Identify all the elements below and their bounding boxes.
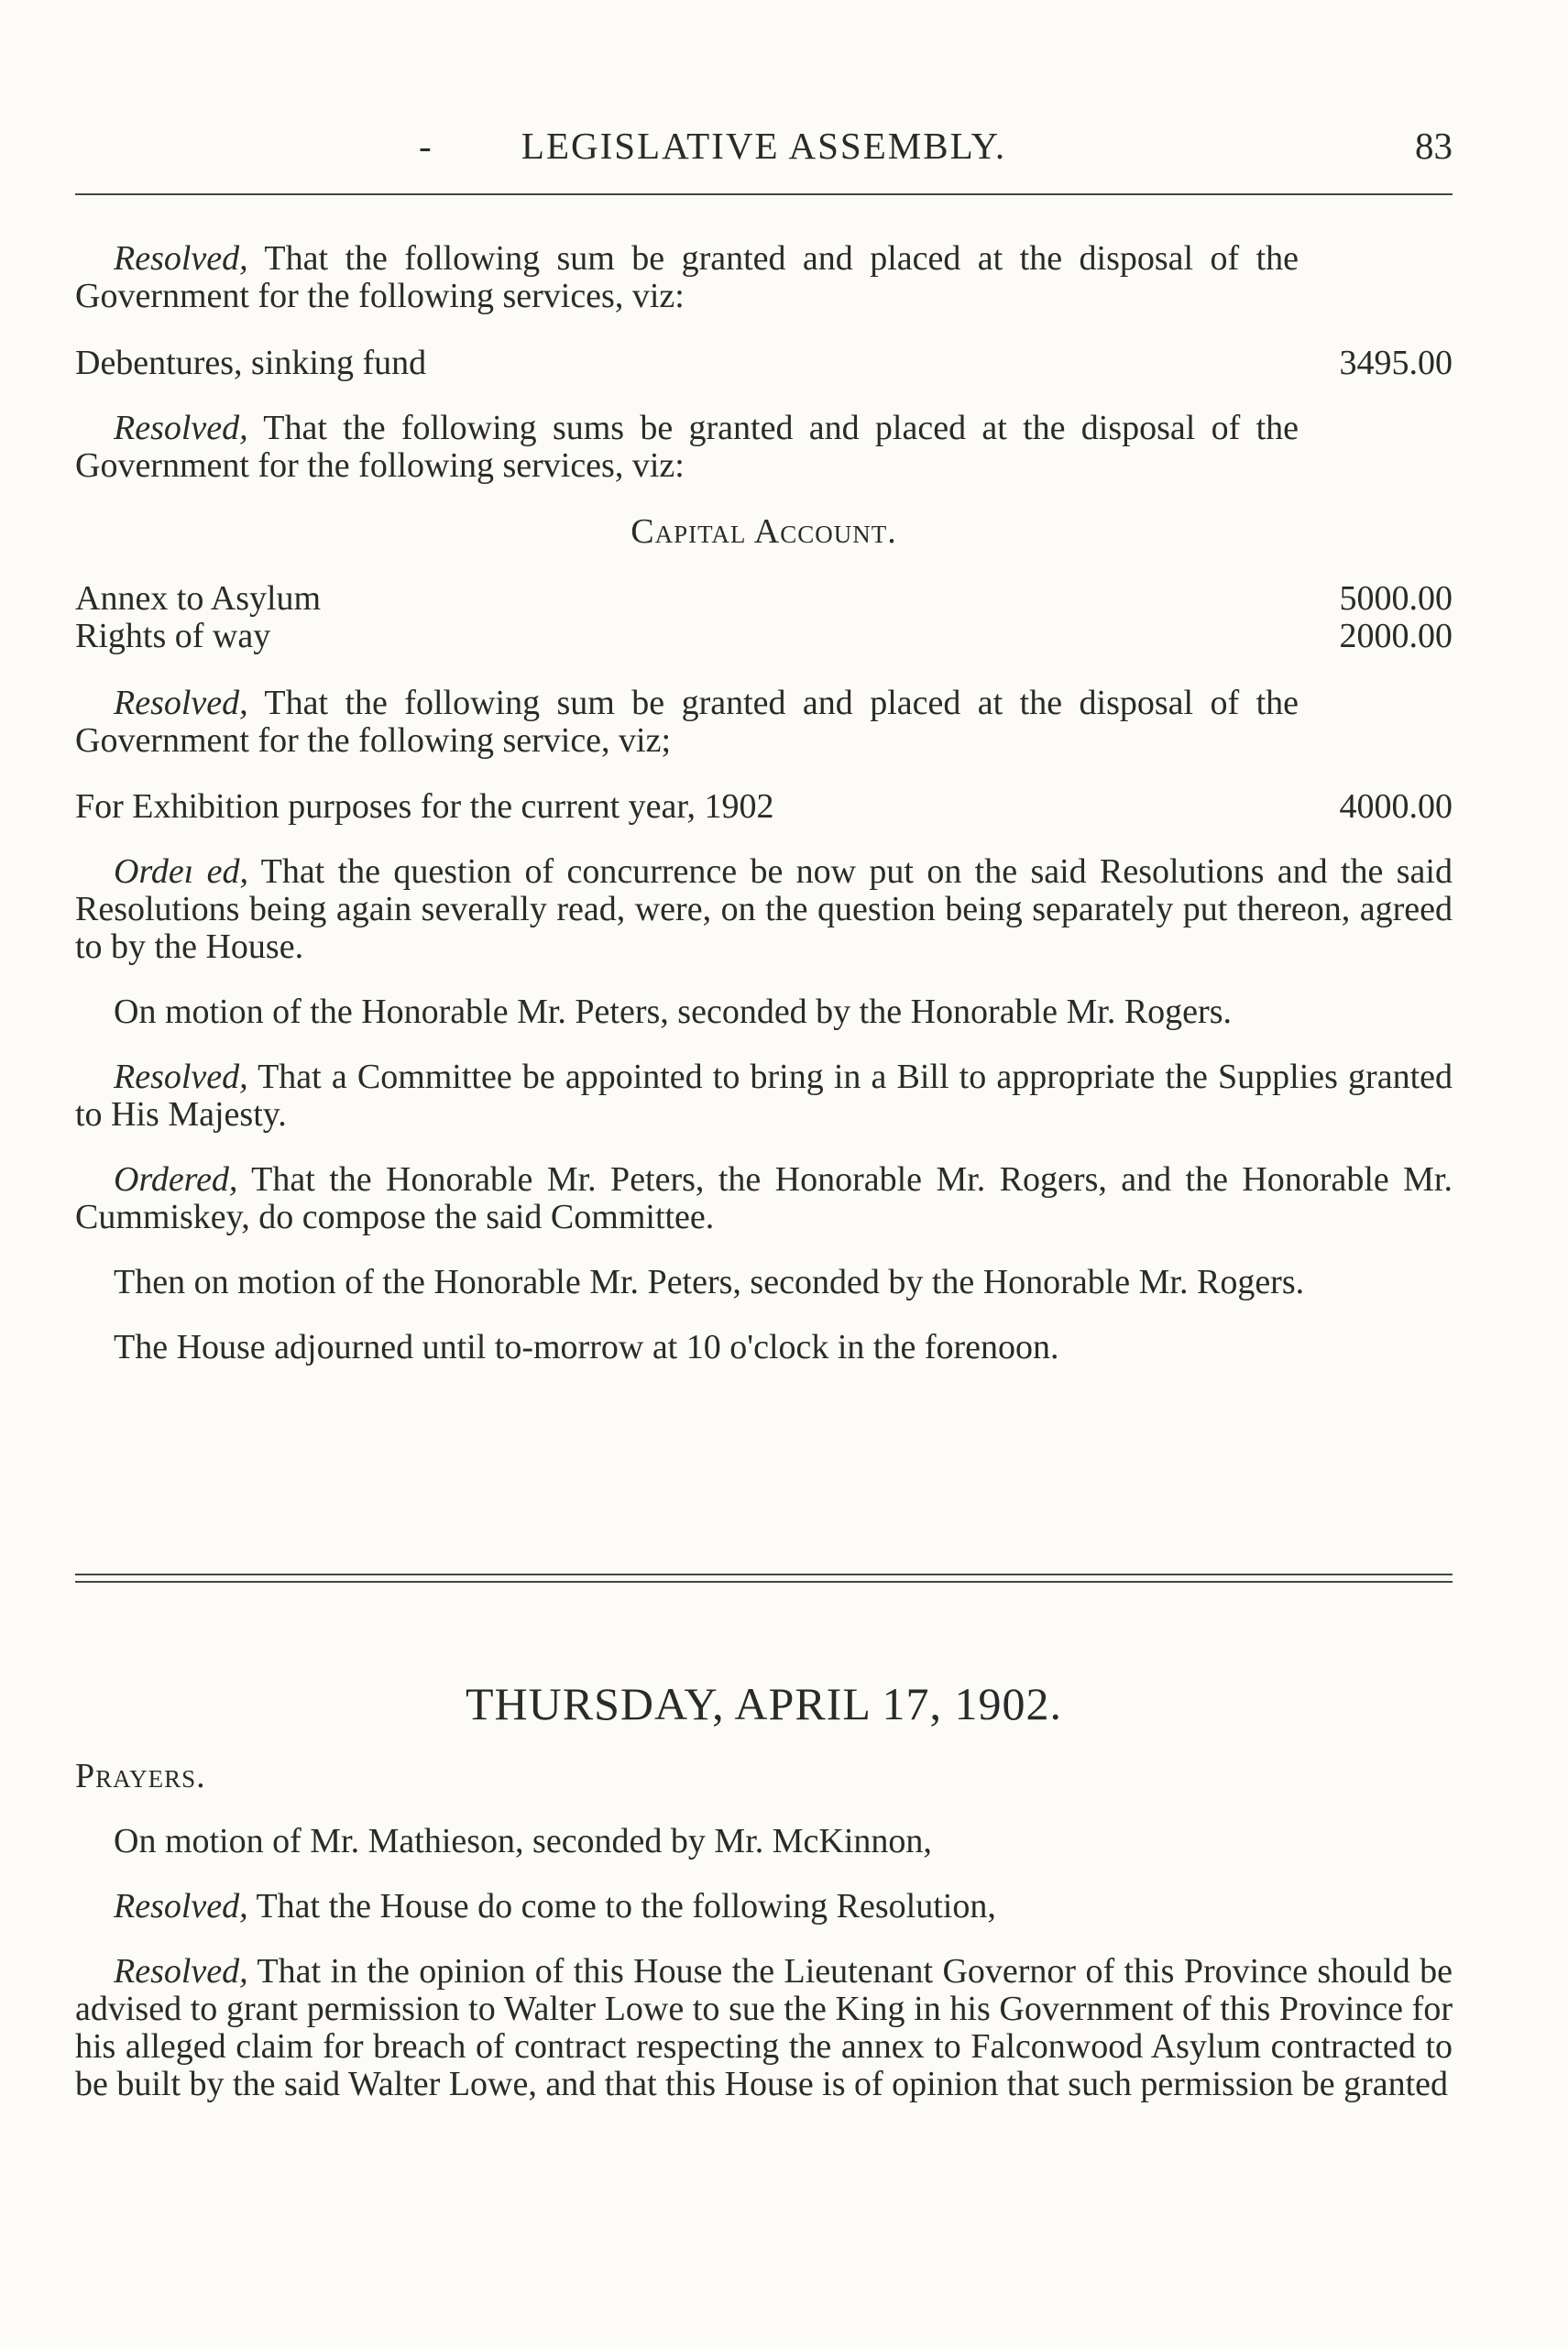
page-number: 83 [1415,125,1453,167]
motion-paragraph: Then on motion of the Honorable Mr. Peters, seconded by the Honorable Mr. Rogers. [114,1263,1305,1301]
entry-label: Debentures, sinking fund [75,344,427,382]
header-rule [75,193,1453,195]
appropriation-entry [75,345,1453,382]
resolution-paragraph: Resolved, That a Committee be appointed to bring in a Bill to appropriate the Supplies granted to His Majesty. [75,1058,1453,1134]
header-dash: - [419,125,433,167]
prayers-label: Prayers. [75,1757,206,1795]
resolution-paragraph: Resolved, That the following sum be granted and placed at the disposal of the Government for the following services, viz: [75,239,1299,315]
ordered-label: Ordeı ed, [114,852,248,891]
appropriation-entry [75,618,1453,655]
ordered-label: Ordered, [114,1160,238,1199]
resolved-label: Resolved, [114,239,248,278]
capital-account-heading: Capital Account. [630,512,897,551]
entry-label: Rights of way [75,617,271,655]
resolved-label: Resolved, [114,1952,248,1991]
page-header [75,124,1453,170]
entry-label: For Exhibition purposes for the current year, 1902 [75,787,774,826]
entry-amount: 3495.00 [1339,344,1453,382]
resolved-label: Resolved, [114,1058,248,1096]
motion-paragraph: On motion of the Honorable Mr. Peters, seconded by the Honorable Mr. Rogers. [114,993,1232,1031]
main-text [75,240,1453,1366]
motion-paragraph: On motion of Mr. Mathieson, seconded by Mr. McKinnon, [114,1822,932,1860]
entry-amount: 2000.00 [1339,617,1453,655]
header-title: LEGISLATIVE ASSEMBLY. [521,125,1007,167]
ordered-paragraph: Ordeı ed, That the question of concurrence be now put on the said Resolutions and the said Resolutions being again severally read, were, on the question being separately put thereon, agreed to by the House. [75,852,1453,966]
appropriation-entry [75,580,1453,618]
adjournment-paragraph: The House adjourned until to-morrow at 10 o'clock in the forenoon. [114,1328,1059,1366]
resolution-paragraph: Resolved, That the House do come to the following Resolution, [114,1887,996,1926]
resolved-label: Resolved, [114,1887,248,1926]
entry-label: Annex to Asylum [75,579,322,618]
entry-amount: 5000.00 [1339,579,1453,618]
resolution-paragraph: Resolved, That in the opinion of this House the Lieutenant Governor of this Province should be advised to grant permission to Walter Lowe to sue the King in his Government of this Province for his alleged claim for breach of contract respecting the annex to Falconwood Asylum contracted to be built by the said Walter Lowe, and that this House is of opinion that such permission be granted [75,1952,1453,2103]
section-double-rule [75,1574,1453,1583]
resolved-label: Resolved, [114,409,248,447]
second-section-text [75,1758,1453,2103]
resolved-label: Resolved, [114,684,248,722]
resolution-paragraph: Resolved, That the following sums be granted and placed at the disposal of the Government for the following services, viz: [75,409,1299,485]
entry-amount: 4000.00 [1339,787,1453,826]
resolution-paragraph: Resolved, That the following sum be granted and placed at the disposal of the Government for the following service, viz; [75,684,1299,760]
ordered-paragraph: Ordered, That the Honorable Mr. Peters, the Honorable Mr. Rogers, and the Honorable Mr. Cummiskey, do compose the said Committee. [75,1160,1453,1236]
appropriation-entry [75,788,1453,826]
day-heading: THURSDAY, APRIL 17, 1902. [465,1678,1063,1729]
